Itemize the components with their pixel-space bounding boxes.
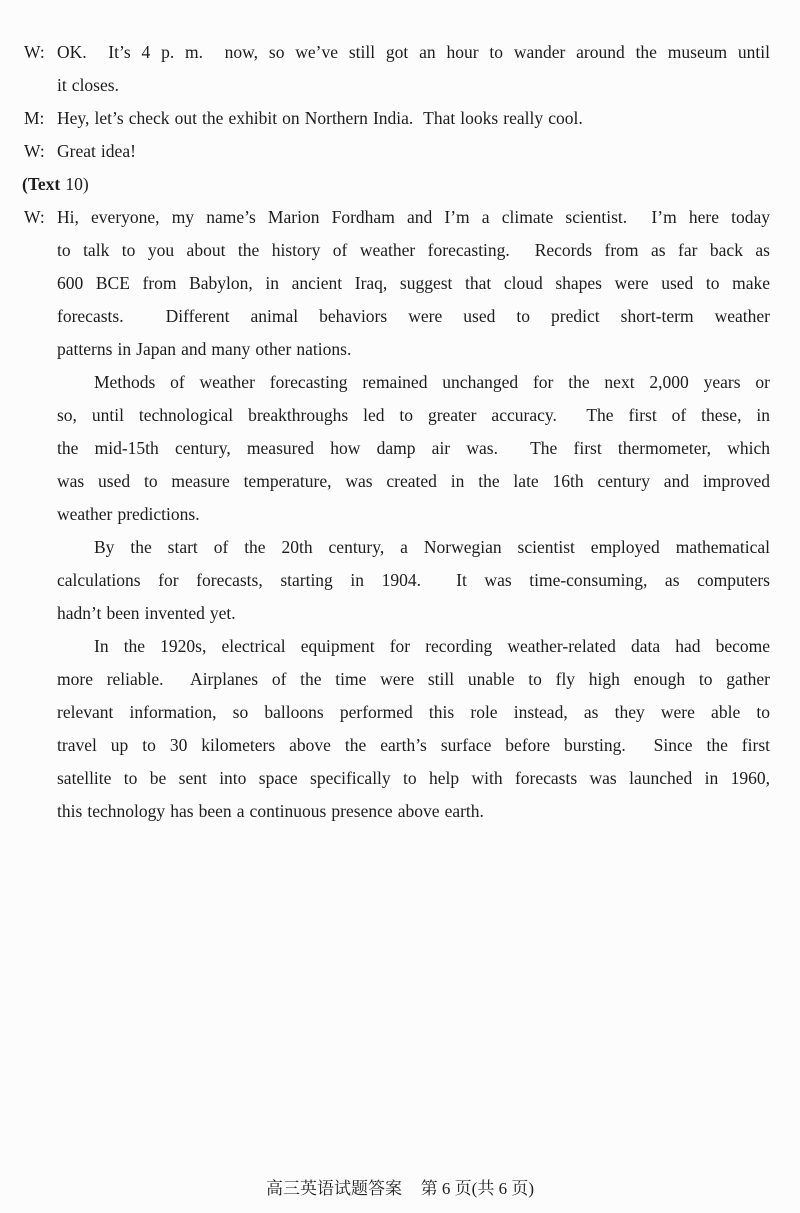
paragraph-line xyxy=(57,630,770,663)
line-text: 600 BCE from Babylon, in ancient Iraq, suggest that cloud shapes were used to make xyxy=(57,273,770,293)
line-text: weather predictions. xyxy=(57,504,200,524)
line-text: the mid-15th century, measured how damp air was. The first thermometer, which xyxy=(57,438,770,458)
line-text: Great idea! xyxy=(57,141,136,161)
dialogue-line xyxy=(24,201,770,234)
line-text: it closes. xyxy=(57,75,119,95)
dialogue-line xyxy=(57,69,770,102)
paragraph-line xyxy=(57,564,770,597)
dialogue-line xyxy=(24,102,770,135)
paragraph-line xyxy=(57,696,770,729)
speaker-label: W: xyxy=(24,207,45,227)
line-text: patterns in Japan and many other nations. xyxy=(57,339,352,359)
line-text: to talk to you about the history of weather forecasting. Records from as far back as xyxy=(57,240,770,260)
line-text: Methods of weather forecasting remained unchanged for the next 2,000 years or xyxy=(94,372,770,392)
document-content xyxy=(22,36,770,828)
paragraph-line xyxy=(57,729,770,762)
dialogue-line xyxy=(24,36,770,69)
speaker-label: W: xyxy=(24,141,45,161)
paragraph-line xyxy=(57,465,770,498)
paragraph-line xyxy=(57,762,770,795)
line-text: more reliable. Airplanes of the time were still unable to fly high enough to gather xyxy=(57,669,770,689)
paragraph-line xyxy=(57,399,770,432)
paragraph-line xyxy=(57,663,770,696)
line-text: Hi, everyone, my name’s Marion Fordham and I’m a climate scientist. I’m here today xyxy=(57,207,770,227)
heading-bold-text: (Text xyxy=(22,174,61,194)
dialogue-line xyxy=(57,267,770,300)
footer-page-number: 第 6 页(共 6 页) xyxy=(420,1179,534,1198)
section-heading xyxy=(22,168,735,201)
line-text: OK. It’s 4 p. m. now, so we’ve still got an hour to wander around the museum until xyxy=(57,42,770,62)
speaker-label: M: xyxy=(24,108,45,128)
line-text: travel up to 30 kilometers above the earth’s surface before bursting. Since the first xyxy=(57,735,770,755)
line-text: In the 1920s, electrical equipment for recording weather-related data had become xyxy=(94,636,770,656)
dialogue-line xyxy=(24,135,770,168)
line-text: forecasts. Different animal behaviors were used to predict short-term weather xyxy=(57,306,770,326)
paragraph-line xyxy=(57,432,770,465)
paragraph-line xyxy=(57,597,770,630)
line-text: this technology has been a continuous presence above earth. xyxy=(57,801,484,821)
speaker-label: W: xyxy=(24,42,45,62)
paragraph-line xyxy=(57,531,770,564)
line-text: calculations for forecasts, starting in 1904. It was time-consuming, as computers xyxy=(57,570,770,590)
paragraph-line xyxy=(57,366,770,399)
dialogue-line xyxy=(57,300,770,333)
footer-document-title: 高三英语试题答案 xyxy=(265,1179,402,1198)
line-text: hadn’t been invented yet. xyxy=(57,603,236,623)
dialogue-line xyxy=(57,234,770,267)
line-text: By the start of the 20th century, a Norwegian scientist employed mathematical xyxy=(94,537,770,557)
line-text: Hey, let’s check out the exhibit on Northern India. That looks really cool. xyxy=(57,108,583,128)
line-text: was used to measure temperature, was created in the late 16th century and improved xyxy=(57,471,770,491)
line-text: so, until technological breakthroughs led to greater accuracy. The first of these, in xyxy=(57,405,770,425)
paragraph-line xyxy=(57,795,770,828)
heading-number: 10) xyxy=(60,174,89,194)
line-text: satellite to be sent into space specifically to help with forecasts was launched in 1960, xyxy=(57,768,770,788)
paragraph-line xyxy=(57,498,770,531)
dialogue-line xyxy=(57,333,770,366)
page-footer xyxy=(0,1172,800,1205)
line-text: relevant information, so balloons performed this role instead, as they were able to xyxy=(57,702,770,722)
